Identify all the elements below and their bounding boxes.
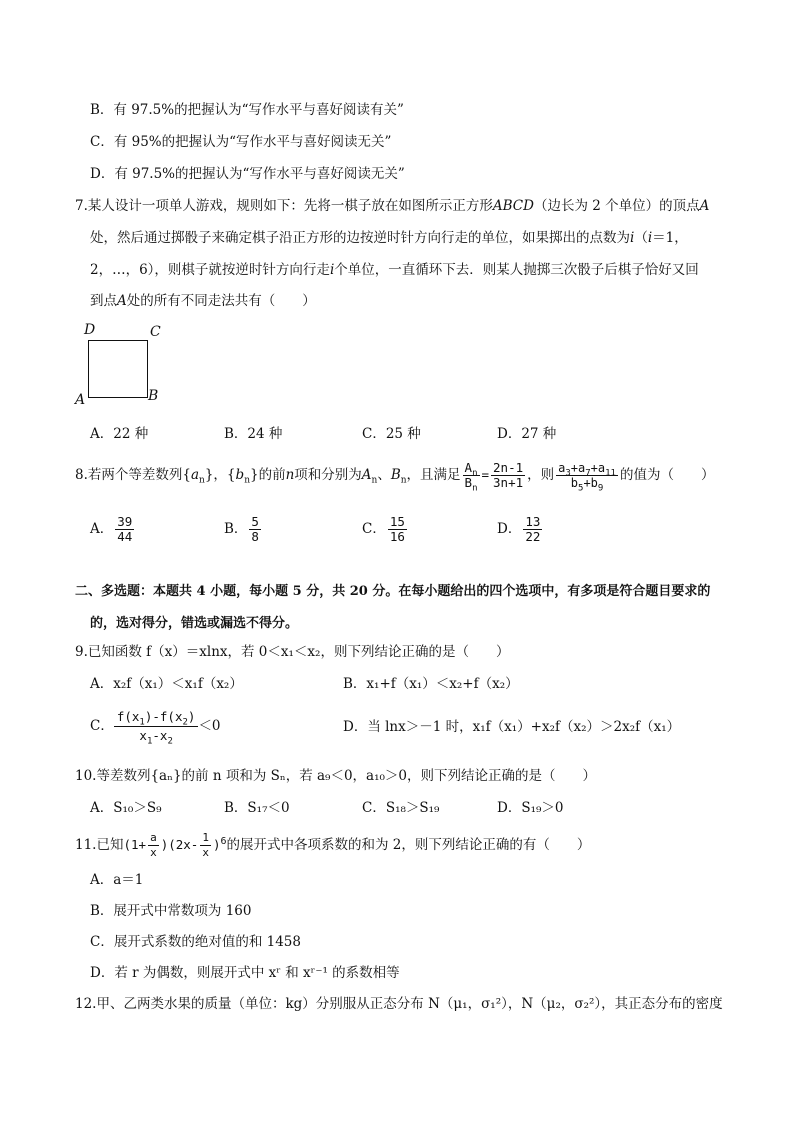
ratio-formula: $\frac{2n-1}{3n+1}$ [493, 460, 524, 490]
section2-heading-line2: 的，选对得分，错选或漏选不得分。 [90, 616, 299, 631]
q12-stem: 12.甲、乙两类水果的质量（单位：kg）分别服从正态分布 N（μ₁，σ₁²），N（μ₂，σ₂²），其正态分布的密度 [75, 996, 723, 1012]
q11-option-a: A．a＝1 [90, 872, 144, 888]
q11-option-b: B．展开式中常数项为 160 [90, 903, 252, 919]
q8-option-a: A． $\frac{39}{44}$ [90, 514, 133, 544]
q7-stem-line4: 到点A处的所有不同走法共有（ ） [90, 293, 316, 309]
q9-option-b: B．x₁+f（x₁）＜x₂+f（x₂） [343, 676, 519, 692]
ratio-an-bn: $\frac{A_n}{B_n}$ [464, 460, 478, 494]
q10-stem: 10.等差数列{aₙ}的前 n 项和为 Sₙ，若 a₉＜0，a₁₀＞0，则下列结论正确的是（ ） [75, 768, 596, 784]
q10-option-a: A．S₁₀＞S₉ [90, 800, 162, 816]
q8-stem: 8.若两个等差数列$\{a_n\}$，$\{b_n\}$的前n项和分别为$A_n$、$B_n$，且满足 $\frac{A_n}{B_n}$ = $\frac{2n-1}{3n+1}$ ，则 $\frac{a_3+a_7+a_{11}}{b_5+b_9}$ 的值为（ ） [75, 460, 715, 494]
q8-option-b: B． $\frac{5}{8}$ [224, 514, 259, 544]
square-shape [88, 340, 148, 398]
q11-option-c: C．展开式系数的绝对值的和 1458 [90, 934, 301, 950]
q9-option-a: A．x₂f（x₁）＜x₁f（x₂） [90, 676, 243, 692]
q10-option-d: D．S₁₉＞0 [497, 800, 564, 816]
q9-option-c: C． $\frac{f(x_1)-f(x_2)}{x_1-x_2}$ ＜0 [90, 709, 221, 747]
q7-stem-line3: 2，…，6），则棋子就按逆时针方向行走i个单位，一直循环下去．则某人抛掷三次骰子后棋子恰好又回 [90, 262, 699, 278]
q7-stem-line1: 7.某人设计一项单人游戏，规则如下：先将一棋子放在如图所示正方形ABCD（边长为 2 个单位）的顶点A [75, 198, 710, 214]
q11-option-d: D．若 r 为偶数，则展开式中 xʳ 和 xʳ⁻¹ 的系数相等 [90, 965, 400, 981]
q8-option-d: D． $\frac{13}{22}$ [497, 514, 541, 544]
vertex-a-label: A [75, 392, 86, 408]
q6-option-c: C．有 95%的把握认为“写作水平与喜好阅读无关” [90, 134, 392, 150]
q7-stem-line2: 处，然后通过掷骰子来确定棋子沿正方形的边按逆时针方向行走的单位，如果掷出的点数为i（i＝1， [90, 230, 688, 246]
q11-stem: 11.已知(1+ $\frac{a}{x}$ )(2x- $\frac{1}{x}$ )$^6$的展开式中各项系数的和为 2，则下列结论正确的有（ ） [75, 831, 591, 859]
q7-option-a: A．22 种 [90, 426, 149, 442]
q10-option-c: C．S₁₈＞S₁₉ [362, 800, 440, 816]
q6-option-b: B．有 97.5%的把握认为“写作水平与喜好阅读有关” [90, 102, 404, 118]
q7-option-c: C．25 种 [362, 426, 421, 442]
q10-option-b: B．S₁₇＜0 [224, 800, 290, 816]
q6-option-d: D．有 97.5%的把握认为“写作水平与喜好阅读无关” [90, 166, 405, 182]
q7-option-b: B．24 种 [224, 426, 283, 442]
q7-option-d: D．27 种 [497, 426, 557, 442]
vertex-b-label: B [148, 388, 159, 404]
vertex-c-label: C [150, 324, 161, 340]
sum-ratio: $\frac{a_3+a_7+a_{11}}{b_5+b_9}$ [558, 461, 616, 494]
q9-stem: 9.已知函数 f（x）＝xlnx，若 0＜x₁＜x₂，则下列结论正确的是（ ） [75, 644, 510, 660]
binomial-expression: (1+ $\frac{a}{x}$ )(2x- $\frac{1}{x}$ )$^6$ [123, 831, 227, 859]
square-abcd-figure [74, 322, 174, 412]
section2-heading-line1: 二、多选题：本题共 4 小题，每小题 5 分，共 20 分。在每小题给出的四个选项中，有多项是符合题目要求的 [75, 584, 711, 599]
vertex-d-label: D [84, 322, 96, 338]
q9-option-d: D．当 lnx＞－1 时，x₁f（x₁）+x₂f（x₂）＞2x₂f（x₁） [343, 719, 681, 735]
q8-option-c: C． $\frac{15}{16}$ [362, 514, 405, 544]
